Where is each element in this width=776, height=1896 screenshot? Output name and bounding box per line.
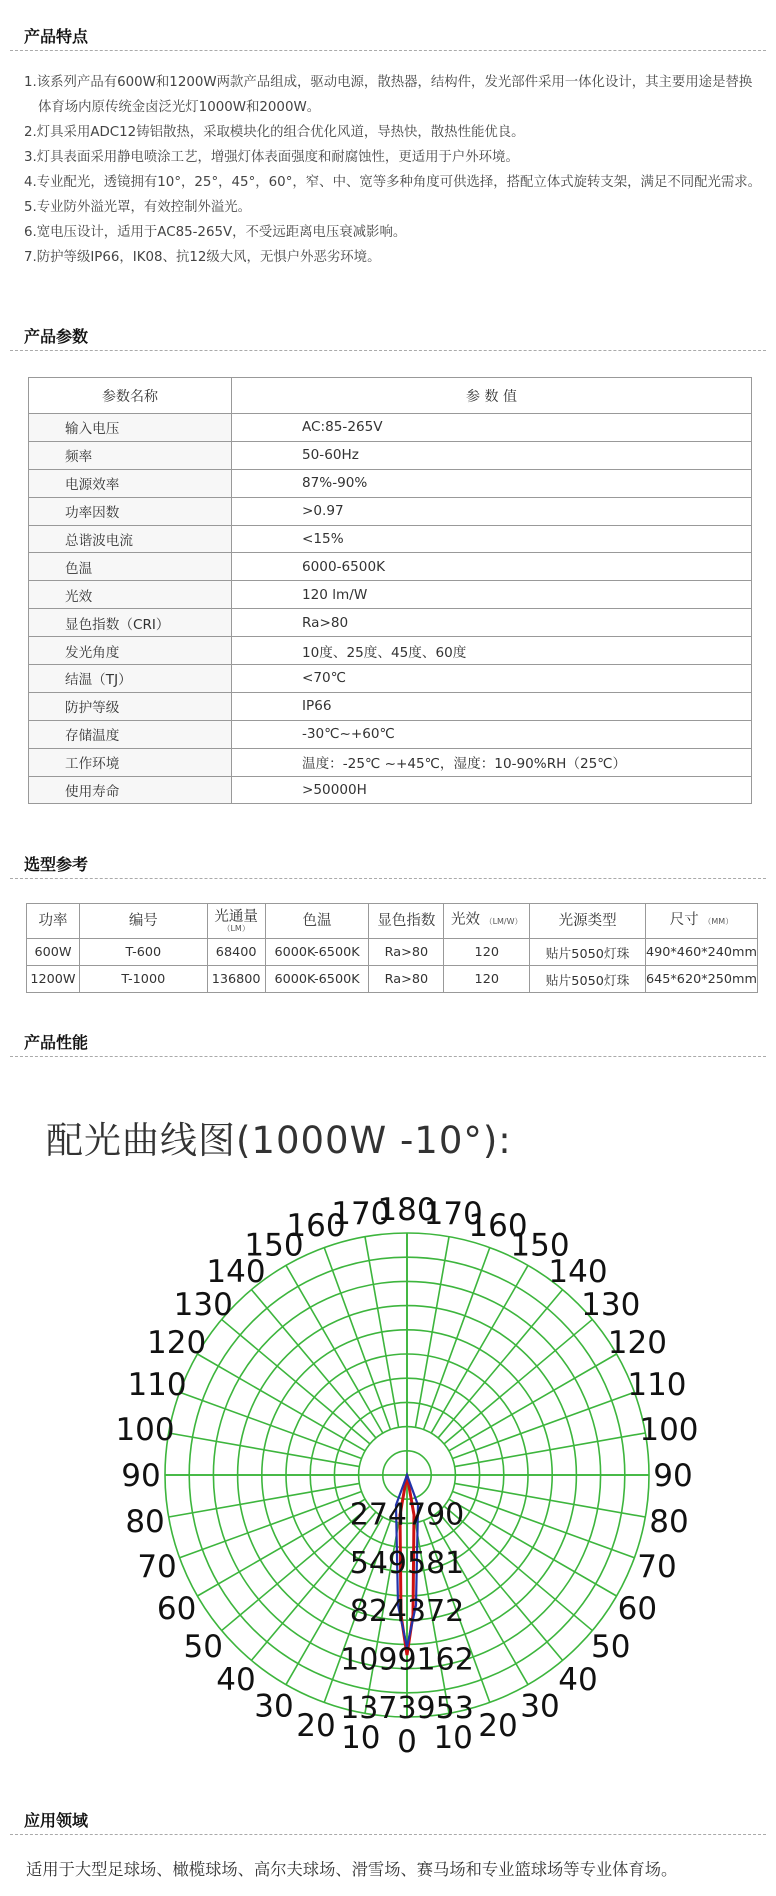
cell-cri: Ra>80 — [369, 966, 444, 993]
param-value: Ra>80 — [232, 609, 752, 637]
polar-angle-label: 80 — [649, 1504, 689, 1541]
feature-item: 5.专业防外溢光罩，有效控制外溢光。 — [24, 200, 252, 215]
param-name: 总谐波电流 — [29, 525, 232, 553]
polar-angle-label: 40 — [558, 1661, 598, 1698]
param-value: 120 lm/W — [232, 581, 752, 609]
polar-grid-spoke — [455, 1483, 646, 1517]
param-name: 结温（TJ） — [29, 665, 232, 693]
cell-flux: 68400 — [207, 939, 265, 966]
features-list — [24, 70, 764, 270]
param-name: 工作环境 — [29, 748, 232, 776]
polar-angle-label: 120 — [147, 1325, 207, 1361]
param-value: IP66 — [232, 692, 752, 720]
section-divider — [10, 878, 766, 879]
param-name: 频率 — [29, 441, 232, 469]
col-size-label: 尺寸 — [669, 912, 699, 928]
cell-efficacy: 120 — [444, 939, 530, 966]
col-cct: 色温 — [265, 904, 369, 939]
cell-cri: Ra>80 — [369, 939, 444, 966]
feature-item: 7.防护等级IP66，IK08、抗12级大风，无惧户外恶劣环境。 — [24, 250, 381, 265]
table-row — [29, 553, 752, 581]
table-row — [29, 581, 752, 609]
section-divider — [10, 350, 766, 351]
performance-heading: 产品性能 — [24, 1033, 89, 1052]
param-name: 光效 — [29, 581, 232, 609]
table-row — [29, 665, 752, 693]
param-value: 温度：-25℃ ~+45℃，湿度：10-90%RH（25℃） — [232, 748, 752, 776]
polar-grid-spoke — [452, 1492, 634, 1558]
polar-grid-spoke — [424, 1248, 490, 1430]
param-value: 50-60Hz — [232, 441, 752, 469]
param-name: 色温 — [29, 553, 232, 581]
table-row — [27, 939, 758, 966]
polar-chart-title: 配光曲线图(1000W -10°): — [46, 1119, 512, 1162]
polar-grid-spoke — [365, 1237, 399, 1428]
polar-angle-label: 50 — [183, 1628, 223, 1665]
col-flux-unit: （LM） — [222, 923, 250, 933]
polar-angle-label: 100 — [639, 1411, 699, 1448]
polar-intensity-label: 824372 — [349, 1594, 465, 1630]
param-value: 10度、25度、45度、60度 — [232, 637, 752, 665]
col-code: 编号 — [79, 904, 207, 939]
polar-angle-label: 100 — [115, 1411, 175, 1448]
params-header-value: 参 数 值 — [232, 378, 752, 414]
polar-angle-label: 150 — [244, 1227, 304, 1264]
params-header-row — [29, 378, 752, 414]
cell-flux: 136800 — [207, 966, 265, 993]
polar-angle-label: 120 — [607, 1325, 667, 1361]
cell-source: 贴片5050灯珠 — [530, 939, 646, 966]
polar-intensity-label: 549581 — [349, 1545, 465, 1581]
applications-heading: 应用领域 — [24, 1811, 89, 1830]
cell-size: 490*460*240mm — [645, 939, 757, 966]
table-row — [29, 441, 752, 469]
feature-item: 3.灯具表面采用静电喷涂工艺，增强灯体表面强度和耐腐蚀性，更适用于户外环境。 — [24, 150, 519, 165]
param-name: 输入电压 — [29, 414, 232, 442]
polar-angle-label: 150 — [510, 1227, 570, 1264]
polar-angle-label: 130 — [581, 1287, 641, 1324]
table-row — [29, 720, 752, 748]
polar-angle-label: 0 — [397, 1724, 417, 1760]
col-efficacy — [444, 904, 530, 939]
feature-item: 4.专业配光，透镜拥有10°，25°，45°，60°，窄、中、宽等多种角度可供选择，搭配立体式旋转支架，满足不同配光需求。 — [24, 175, 762, 190]
section-divider — [10, 1056, 766, 1057]
param-name: 发光角度 — [29, 637, 232, 665]
polar-angle-label: 180 — [377, 1192, 437, 1228]
feature-item: 6.宽电压设计，适用于AC85-265V，不受远距离电压衰减影响。 — [24, 225, 407, 240]
param-value: >50000H — [232, 776, 752, 804]
col-size — [645, 904, 757, 939]
polar-grid-spoke — [415, 1237, 449, 1428]
col-efficacy-label: 光效 — [450, 912, 480, 928]
polar-angle-label: 50 — [591, 1628, 631, 1665]
polar-angle-label: 160 — [286, 1208, 346, 1245]
feature-item: 1.该系列产品有600W和1200W两款产品组成，驱动电源，散热器，结构件，发光部件采用一体化设计，其主要用途是替换体育场内原传统金卤泛光灯1000W和2000W。 — [24, 75, 753, 115]
table-row — [29, 637, 752, 665]
polar-angle-label: 70 — [637, 1548, 677, 1585]
polar-light-distribution-chart — [0, 1160, 776, 1780]
cell-cct: 6000K-6500K — [265, 966, 369, 993]
params-header-name: 参数名称 — [29, 378, 232, 414]
cell-code: T-1000 — [79, 966, 207, 993]
polar-angle-label: 40 — [216, 1661, 256, 1698]
cell-efficacy: 120 — [444, 966, 530, 993]
polar-angle-label: 70 — [137, 1548, 177, 1585]
cell-code: T-600 — [79, 939, 207, 966]
param-value: <70℃ — [232, 665, 752, 693]
polar-angle-label: 170 — [423, 1196, 483, 1233]
polar-angle-label: 130 — [173, 1287, 233, 1324]
polar-angle-label: 60 — [156, 1591, 197, 1627]
features-heading: 产品特点 — [24, 27, 89, 46]
polar-angle-label: 80 — [125, 1504, 165, 1541]
table-row — [29, 469, 752, 497]
col-size-unit: （MM） — [703, 917, 734, 926]
param-value: <15% — [232, 525, 752, 553]
polar-grid-spoke — [324, 1248, 390, 1430]
polar-angle-label: 140 — [548, 1254, 608, 1291]
col-flux-label: 光通量 — [214, 908, 258, 925]
polar-grid-spoke — [180, 1492, 362, 1558]
applications-text: 适用于大型足球场、橄榄球场、高尔夫球场、滑雪场、赛马场和专业篮球场等专业体育场。 — [26, 1860, 678, 1879]
col-source: 光源类型 — [530, 904, 646, 939]
polar-intensity-label: 1099162 — [340, 1642, 474, 1678]
cell-size: 645*620*250mm — [645, 966, 757, 993]
table-row — [29, 776, 752, 804]
selection-table — [26, 903, 758, 993]
selection-header-row — [27, 904, 758, 939]
polar-angle-label: 90 — [653, 1458, 693, 1494]
polar-angle-label: 20 — [478, 1707, 518, 1744]
polar-angle-label: 10 — [341, 1719, 381, 1756]
param-value: -30℃~+60℃ — [232, 720, 752, 748]
param-name: 存储温度 — [29, 720, 232, 748]
polar-grid-spoke — [169, 1433, 360, 1467]
polar-angle-label: 170 — [331, 1196, 391, 1233]
param-name: 电源效率 — [29, 469, 232, 497]
polar-angle-label: 30 — [520, 1688, 560, 1725]
table-row — [29, 692, 752, 720]
table-row — [29, 497, 752, 525]
table-row — [29, 525, 752, 553]
param-name: 显色指数（CRI） — [29, 609, 232, 637]
feature-item: 2.灯具采用ADC12铸铝散热，采取模块化的组合优化风道，导热快，散热性能优良。 — [24, 125, 525, 140]
polar-intensity-label: 1373953 — [340, 1691, 474, 1726]
col-cri: 显色指数 — [369, 904, 444, 939]
table-row — [29, 609, 752, 637]
selection-heading: 选型参考 — [24, 855, 89, 874]
polar-angle-label: 90 — [121, 1458, 161, 1494]
param-name: 防护等级 — [29, 692, 232, 720]
table-row — [29, 748, 752, 776]
cell-power: 1200W — [27, 966, 80, 993]
polar-intensity-label: 274790 — [349, 1497, 465, 1533]
table-row — [27, 966, 758, 993]
param-value: 6000-6500K — [232, 553, 752, 581]
col-flux — [207, 904, 265, 939]
section-divider — [10, 50, 766, 51]
polar-angle-label: 30 — [254, 1688, 294, 1725]
polar-grid-spoke — [180, 1392, 362, 1458]
cell-source: 贴片5050灯珠 — [530, 966, 646, 993]
col-power: 功率 — [27, 904, 80, 939]
polar-grid-spoke — [452, 1392, 634, 1458]
section-divider — [10, 1834, 766, 1835]
polar-angle-label: 160 — [468, 1208, 528, 1245]
col-efficacy-unit: （LM/W） — [484, 917, 523, 926]
param-value: AC:85-265V — [232, 414, 752, 442]
table-row — [29, 414, 752, 442]
param-name: 使用寿命 — [29, 776, 232, 804]
cell-power: 600W — [27, 939, 80, 966]
polar-angle-label: 60 — [617, 1591, 658, 1627]
polar-angle-label: 110 — [627, 1367, 687, 1404]
params-table — [28, 377, 752, 804]
polar-angle-label: 110 — [127, 1367, 187, 1404]
param-name: 功率因数 — [29, 497, 232, 525]
params-heading: 产品参数 — [24, 327, 89, 346]
cell-cct: 6000K-6500K — [265, 939, 369, 966]
polar-angle-label: 20 — [296, 1707, 336, 1744]
polar-grid-spoke — [455, 1433, 646, 1467]
polar-grid-spoke — [169, 1483, 360, 1517]
param-value: >0.97 — [232, 497, 752, 525]
polar-angle-label: 10 — [433, 1719, 473, 1756]
polar-angle-label: 140 — [206, 1254, 266, 1291]
param-value: 87%-90% — [232, 469, 752, 497]
